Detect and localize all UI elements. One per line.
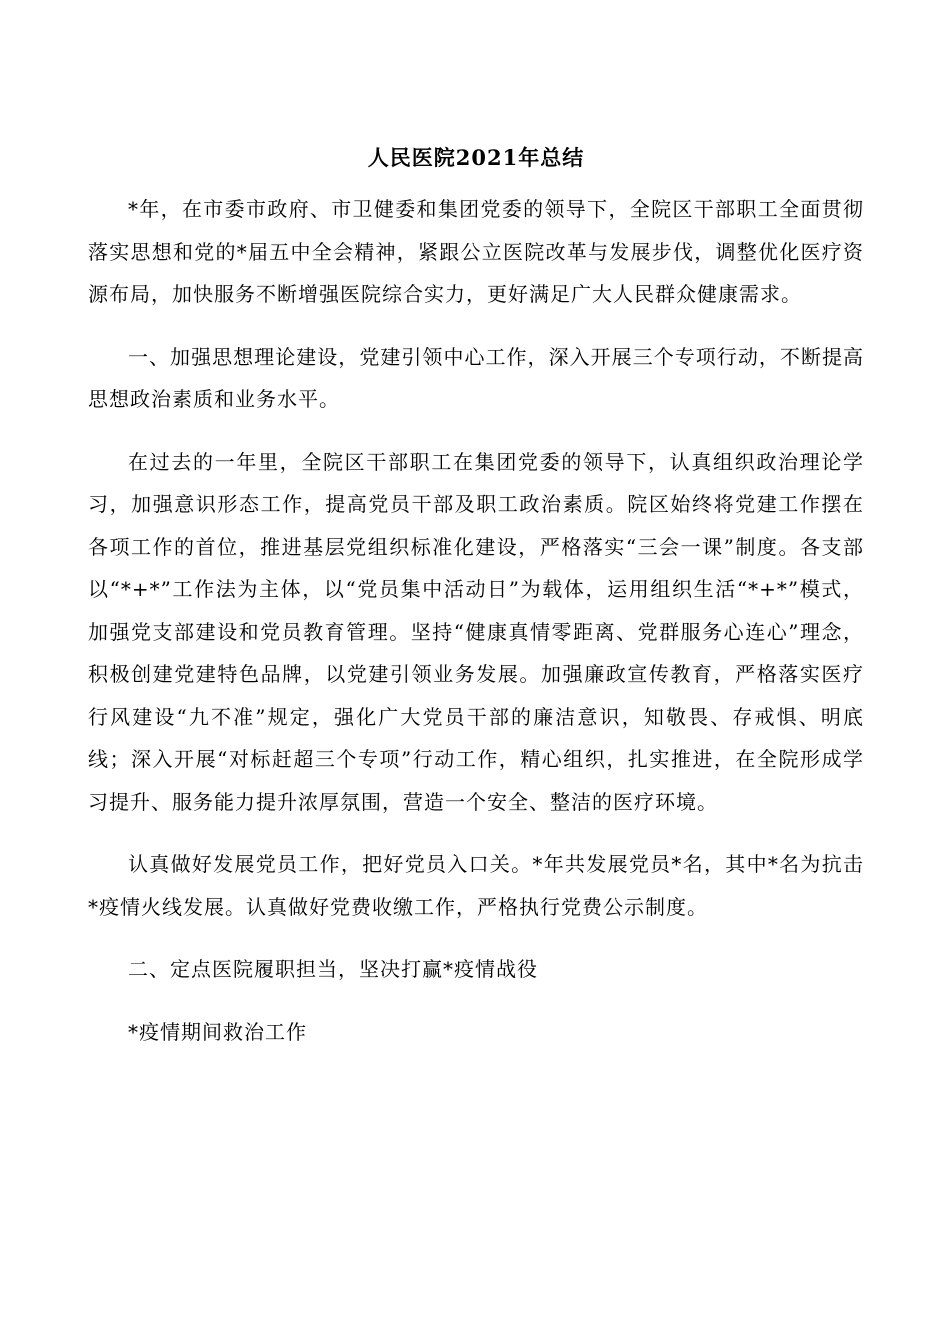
intro-paragraph: *年，在市委市政府、市卫健委和集团党委的领导下，全院区干部职工全面贯彻落实思想和党的*届五中全会精神，紧跟公立医院改革与发展步伐，调整优化医疗资源布局，加快服务不断增强医院综合实力，更好满足广大人民群众健康需求。: [88, 197, 864, 306]
party-member-development-paragraph: 认真做好发展党员工作，把好党员入口关。*年共发展党员*名，其中*名为抗击*疫情火线发展。认真做好党费收缴工作，严格执行党费公示制度。: [88, 852, 864, 919]
section-one-heading: 一、加强思想理论建设，党建引领中心工作，深入开展三个专项行动，不断提高思想政治素质和业务水平。: [88, 344, 864, 411]
section-two-heading: 二、定点医院履职担当，坚决打赢*疫情战役: [128, 957, 538, 981]
subsection-heading: *疫情期间救治工作: [128, 1019, 307, 1044]
document-title: 人民医院2021年总结: [367, 145, 585, 170]
document-page: [88, 138, 864, 1073]
party-building-paragraph: 在过去的一年里，全院区干部职工在集团党委的领导下，认真组织政治理论学习，加强意识形态工作，提高党员干部及职工政治素质。院区始终将党建工作摆在各项工作的首位，推进基层党组织标准化建设，严格落实“三会一课”制度。各支部以“*+*”工作法为主体，以“党员集中活动日”为载体，运用组织生活“*+*”模式，加强党支部建设和党员教育管理。坚持“健康真情零距离、党群服务心连心”理念，积极创建党建特色品牌，以党建引领业务发展。加强廉政宣传教育，严格落实医疗行风建设“九不准”规定，强化广大党员干部的廉洁意识，知敬畏、存戒惧、明底线；深入开展“对标赶超三个专项”行动工作，精心组织，扎实推进，在全院形成学习提升、服务能力提升浓厚氛围，营造一个安全、整洁的医疗环境。: [88, 449, 864, 814]
